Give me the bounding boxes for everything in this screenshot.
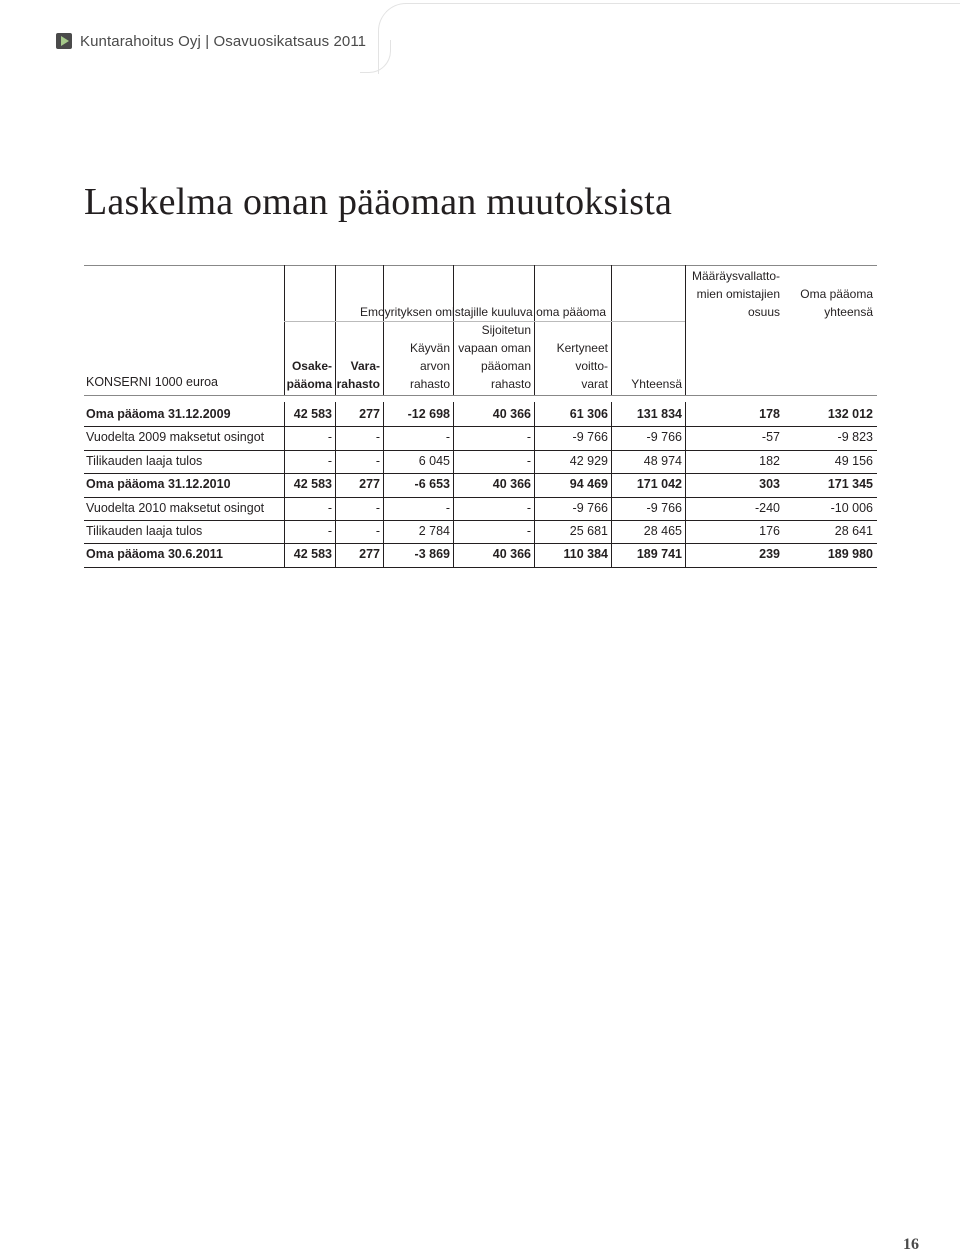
- table-column-divider: [284, 449, 285, 473]
- table-cell: -9 823: [837, 430, 873, 445]
- table-column-divider: [383, 542, 384, 566]
- table-cell: -: [445, 430, 450, 445]
- table-cell: 40 366: [492, 547, 531, 562]
- table-cell: -: [327, 430, 332, 445]
- table-column-divider: [335, 425, 336, 449]
- table-cell: 277: [359, 477, 380, 492]
- table-cell: -6 653: [414, 477, 450, 492]
- table-column-divider: [685, 402, 686, 426]
- table-cell: 6 045: [418, 453, 450, 468]
- table-rule: [84, 520, 877, 521]
- table-cell: 61 306: [569, 407, 608, 421]
- table-cell: 110 384: [563, 547, 608, 562]
- total-equity-header: Oma pääoma yhteensä: [800, 287, 873, 319]
- table-cell: 42 583: [293, 407, 332, 421]
- table-rule: [84, 497, 877, 498]
- table-column-divider: [335, 472, 336, 496]
- table-column-divider: [685, 519, 686, 543]
- table-column-divider: [383, 265, 384, 395]
- table-cell: 94 469: [569, 477, 608, 492]
- table-column-divider: [611, 542, 612, 566]
- table-cell: -240: [754, 500, 780, 515]
- table-cell: 40 366: [492, 407, 531, 421]
- table-cell: 48 974: [643, 453, 682, 468]
- table-cell: 2 784: [418, 524, 450, 538]
- table-column-divider: [534, 496, 535, 520]
- table-column-divider: [383, 496, 384, 520]
- table-column-divider: [284, 265, 285, 395]
- table-column-divider: [284, 542, 285, 566]
- table-cell: 189 980: [827, 547, 873, 562]
- table-cell: -: [526, 430, 531, 445]
- table-column-divider: [534, 449, 535, 473]
- table-cell: 189 741: [636, 547, 682, 562]
- table-rule: [84, 567, 877, 568]
- row-label: Oma pääoma 31.12.2010: [86, 477, 231, 492]
- table-column-divider: [685, 425, 686, 449]
- table-column-divider: [453, 402, 454, 426]
- table-cell: -: [327, 524, 332, 538]
- table-cell: -: [327, 500, 332, 515]
- table-column-divider: [611, 496, 612, 520]
- column-header-4: Sijoitetun vapaan oman pääoman rahasto: [458, 323, 531, 391]
- table-rule: [84, 473, 877, 474]
- table-column-divider: [383, 425, 384, 449]
- table-column-divider: [685, 542, 686, 566]
- table-cell: 303: [759, 477, 780, 492]
- table-column-divider: [453, 542, 454, 566]
- running-header: [56, 30, 366, 52]
- table-cell: 28 465: [643, 524, 682, 538]
- header-tab-decoration: [378, 3, 960, 74]
- table-cell: -12 698: [407, 407, 450, 421]
- table-cell: 28 641: [834, 524, 873, 538]
- table-cell: -: [526, 453, 531, 468]
- table-column-divider: [284, 519, 285, 543]
- table-cell: -: [375, 500, 380, 515]
- table-column-divider: [383, 449, 384, 473]
- table-cell: 40 366: [492, 477, 531, 492]
- table-column-divider: [534, 519, 535, 543]
- table-column-divider: [284, 472, 285, 496]
- table-column-divider: [611, 425, 612, 449]
- table-column-divider: [284, 402, 285, 426]
- table-column-divider: [383, 472, 384, 496]
- table-cell: -9 766: [646, 500, 682, 515]
- table-column-divider: [335, 449, 336, 473]
- table-column-divider: [335, 496, 336, 520]
- column-header-1: Osake- pääoma: [286, 359, 332, 391]
- table-column-divider: [611, 472, 612, 496]
- table-column-divider: [453, 449, 454, 473]
- table-cell: 178: [759, 407, 780, 421]
- table-cell: -9 766: [572, 500, 608, 515]
- column-header-6: Yhteensä: [631, 377, 682, 391]
- table-cell: -: [445, 500, 450, 515]
- table-cell: 25 681: [569, 524, 608, 538]
- table-column-divider: [284, 496, 285, 520]
- table-cell: -3 869: [414, 547, 450, 562]
- row-label: Oma pääoma 30.6.2011: [86, 547, 223, 562]
- table-cell: 132 012: [827, 407, 873, 421]
- table-cell: -: [526, 524, 531, 538]
- table-cell: 42 583: [293, 547, 332, 562]
- table-column-divider: [383, 519, 384, 543]
- page-title: Laskelma oman pääoman muutoksista: [84, 181, 673, 223]
- page-number: 16: [903, 1236, 919, 1253]
- table-column-divider: [453, 519, 454, 543]
- table-cell: 42 583: [293, 477, 332, 492]
- table-column-divider: [611, 265, 612, 395]
- table-column-divider: [335, 542, 336, 566]
- table-column-divider: [534, 265, 535, 395]
- column-header-3: Käyvän arvon rahasto: [409, 341, 450, 391]
- table-column-divider: [685, 496, 686, 520]
- table-cell: -9 766: [646, 430, 682, 445]
- table-cell: -: [526, 500, 531, 515]
- table-column-divider: [335, 519, 336, 543]
- table-cell: -: [375, 453, 380, 468]
- table-rule: [84, 450, 877, 451]
- table-column-divider: [534, 472, 535, 496]
- table-rule: [84, 543, 877, 544]
- stub-header: KONSERNI 1000 euroa: [86, 375, 219, 389]
- table-cell: 182: [759, 453, 780, 468]
- minority-interest-header: Määräysvallatto- mien omistajien osuus: [691, 269, 780, 319]
- table-cell: 176: [759, 524, 780, 538]
- table-cell: -: [327, 453, 332, 468]
- table-cell: 49 156: [834, 453, 873, 468]
- table-rule: [84, 426, 877, 427]
- table-rule: [84, 395, 877, 396]
- table-column-divider: [534, 542, 535, 566]
- table-column-divider: [685, 472, 686, 496]
- table-column-divider: [335, 402, 336, 426]
- publication-title: Kuntarahoitus Oyj | Osavuosikatsaus 2011: [80, 32, 367, 50]
- table-rule: [84, 265, 877, 266]
- row-label: Vuodelta 2010 maksetut osingot: [86, 500, 265, 515]
- table-cell: 171 042: [636, 477, 682, 492]
- row-label: Vuodelta 2009 maksetut osingot: [86, 430, 265, 445]
- row-label: Oma pääoma 31.12.2009: [86, 407, 231, 421]
- table-column-divider: [534, 425, 535, 449]
- table-column-divider: [685, 449, 686, 473]
- group-header: Emoyrityksen omistajille kuuluva oma pääoma: [360, 305, 607, 319]
- table-column-divider: [534, 402, 535, 426]
- row-label: Tilikauden laaja tulos: [86, 524, 203, 538]
- table-cell: 277: [359, 407, 380, 421]
- table-cell: -: [375, 524, 380, 538]
- table-column-divider: [611, 449, 612, 473]
- table-column-divider: [611, 519, 612, 543]
- table-column-divider: [383, 402, 384, 426]
- table-column-divider: [453, 496, 454, 520]
- table-cell: -57: [761, 430, 780, 445]
- table-cell: 277: [359, 547, 380, 562]
- table-column-divider: [453, 425, 454, 449]
- table-cell: 42 929: [569, 453, 608, 468]
- table-column-divider: [284, 425, 285, 449]
- table-column-divider: [611, 402, 612, 426]
- table-column-divider: [685, 265, 686, 395]
- column-header-2: Vara- rahasto: [336, 359, 380, 391]
- table-column-divider: [453, 472, 454, 496]
- table-cell: -9 766: [572, 430, 608, 445]
- table-cell: 131 834: [636, 407, 682, 421]
- table-column-divider: [453, 265, 454, 395]
- row-label: Tilikauden laaja tulos: [86, 453, 203, 468]
- play-arrow-icon: [56, 33, 72, 49]
- table-cell: 239: [759, 547, 780, 562]
- table-cell: -: [375, 430, 380, 445]
- table-cell: -10 006: [830, 500, 873, 515]
- column-header-5: Kertyneet voitto- varat: [556, 341, 608, 391]
- table-cell: 171 345: [827, 477, 873, 492]
